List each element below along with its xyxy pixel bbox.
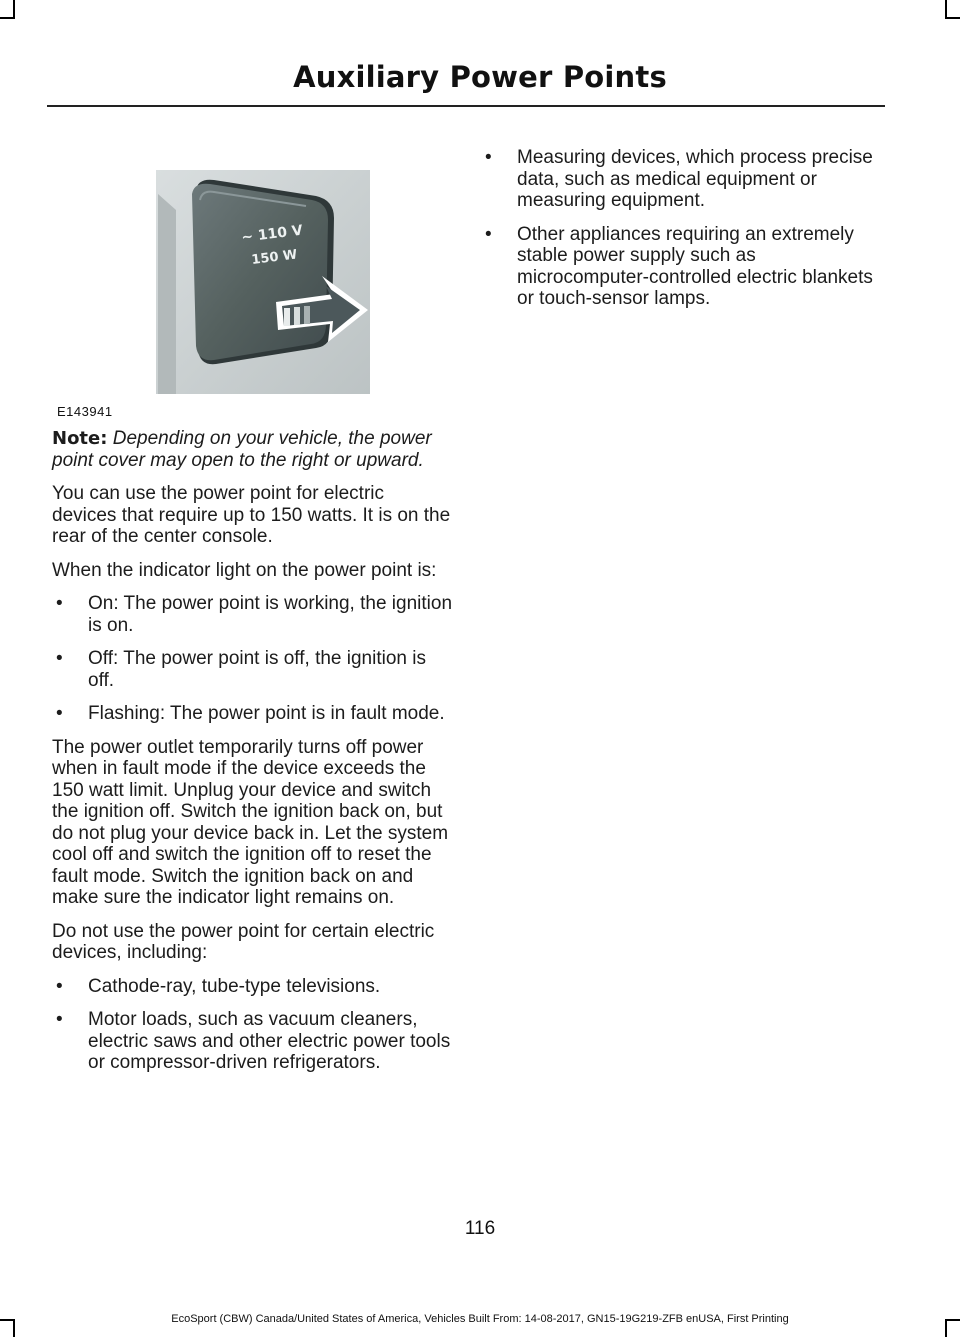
crop-mark — [945, 0, 947, 18]
paragraph: When the indicator light on the power point is: — [52, 559, 437, 581]
list-item: • Other appliances requiring an extremely stable power supply such as microcomputer-controlled electric blankets or touch-sensor lamps. — [485, 223, 873, 309]
crop-mark — [13, 0, 15, 18]
left-column — [52, 428, 452, 1086]
page-number: 116 — [464, 1218, 496, 1239]
figure-code: E143941 — [57, 404, 113, 419]
header-divider — [47, 105, 885, 107]
right-column — [481, 147, 881, 322]
bullet: • — [485, 223, 492, 245]
device-list-continued — [481, 147, 881, 310]
list-item: • Off: The power point is off, the ignition is off. — [56, 648, 426, 691]
list-item: • Measuring devices, which process precise data, such as medical equipment or measuring equipment. — [485, 147, 873, 211]
crop-mark — [0, 17, 15, 19]
list-item: • Motor loads, such as vacuum cleaners, electric saws and other electric power tools or compressor-driven refrigerators. — [56, 1009, 451, 1073]
list-item: • Cathode-ray, tube-type televisions. — [56, 975, 381, 997]
bullet: • — [56, 593, 63, 614]
footer-text: EcoSport (CBW) Canada/United States of America, Vehicles Built From: 14-08-2017, GN15-19G219-ZFB enUSA, First Printing — [171, 1313, 789, 1325]
paragraph: Do not use the power point for certain electric devices, including: — [52, 920, 435, 963]
paragraph: The power outlet temporarily turns off power when in fault mode if the device exceeds the 150 watt limit. Unplug your device and switch the ignition off. Switch the ignition back on, but do not plug your device back in. Let the system cool off and switch the ignition off to reset the fault mode. Switch the ignition back on and make sure the indicator light remains on. — [52, 736, 449, 908]
bullet: • — [56, 648, 63, 669]
note-paragraph — [52, 428, 452, 471]
bullet: • — [56, 975, 63, 997]
wattage-label: 150 W — [250, 247, 299, 268]
indicator-list — [52, 593, 452, 725]
power-point-cover-drawing — [156, 170, 370, 394]
power-point-illustration — [156, 170, 370, 394]
list-item: • Flashing: The power point is in fault mode. — [56, 703, 445, 724]
paragraph: You can use the power point for electric devices that require up to 150 watts. It is on the rear of the center console. — [52, 483, 451, 547]
note-text: Depending on your vehicle, the power point cover may open to the right or upward. — [52, 428, 432, 471]
bullet: • — [485, 147, 492, 168]
bullet: • — [56, 1009, 63, 1030]
list-item: • On: The power point is working, the ignition is on. — [56, 593, 453, 636]
device-list — [52, 976, 452, 1074]
crop-mark — [945, 17, 960, 19]
note-label: Note: — [52, 428, 108, 449]
voltage-label: ~ 110 V — [240, 222, 304, 246]
page-title: Auxiliary Power Points — [293, 60, 667, 94]
bullet: • — [56, 703, 63, 724]
